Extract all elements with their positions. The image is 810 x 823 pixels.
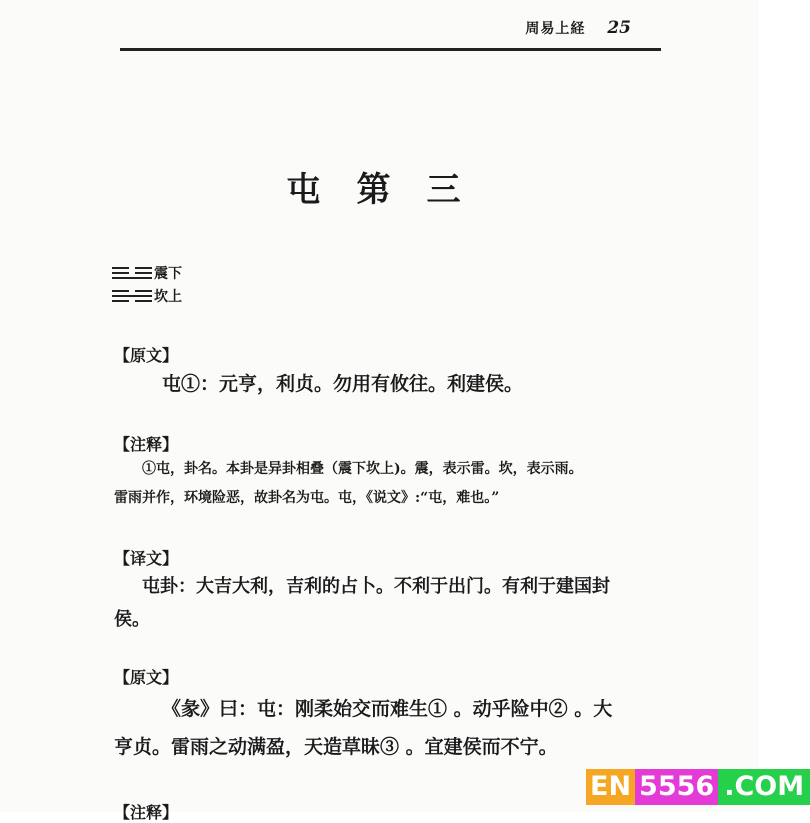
- lower-trigram-label: 坎上: [154, 288, 182, 305]
- lower-trigram: [112, 284, 182, 307]
- hexagram-symbol: [112, 261, 182, 307]
- upper-trigram-label: 震下: [154, 265, 182, 282]
- notes-text: ①屯，卦名。本卦是异卦相叠（震下坎上)。震，表示雷。坎，表示雨。 雷雨并作，环境险恶，故卦名为屯。屯，《说文》:“屯，难也。”: [114, 461, 583, 506]
- section-heading-notes-2: 【注释】: [114, 803, 179, 822]
- trigram-lines-icon: [112, 290, 152, 302]
- section-heading-translation: 【译文】: [114, 549, 179, 568]
- upper-trigram: [112, 261, 182, 284]
- chapter-title: 屯第三: [286, 170, 497, 210]
- section-heading-original-2: 【原文】: [114, 668, 179, 687]
- translation-text: 屯卦：大吉大利，吉利的占卜。不利于出门。有利于建国封 侯。: [114, 576, 610, 630]
- section-heading-notes: 【注释】: [114, 435, 179, 454]
- running-header: [525, 18, 631, 38]
- header-book-title: 周易上経: [525, 21, 586, 37]
- original-text-2: 《彖》曰：屯：刚柔始交而难生① 。动乎险中② 。大 亨贞。雷雨之动满盈，天造草昧③ 。宜建侯而不宁。: [114, 698, 613, 758]
- header-rule: [120, 48, 661, 51]
- section-heading-original: 【原文】: [114, 346, 179, 365]
- site-watermark: EN 5556 .COM: [586, 769, 810, 805]
- trigram-lines-icon: [112, 267, 152, 279]
- page-number: 25: [607, 18, 631, 38]
- original-text: 屯①：元亨，利贞。勿用有攸往。利建侯。: [162, 373, 524, 395]
